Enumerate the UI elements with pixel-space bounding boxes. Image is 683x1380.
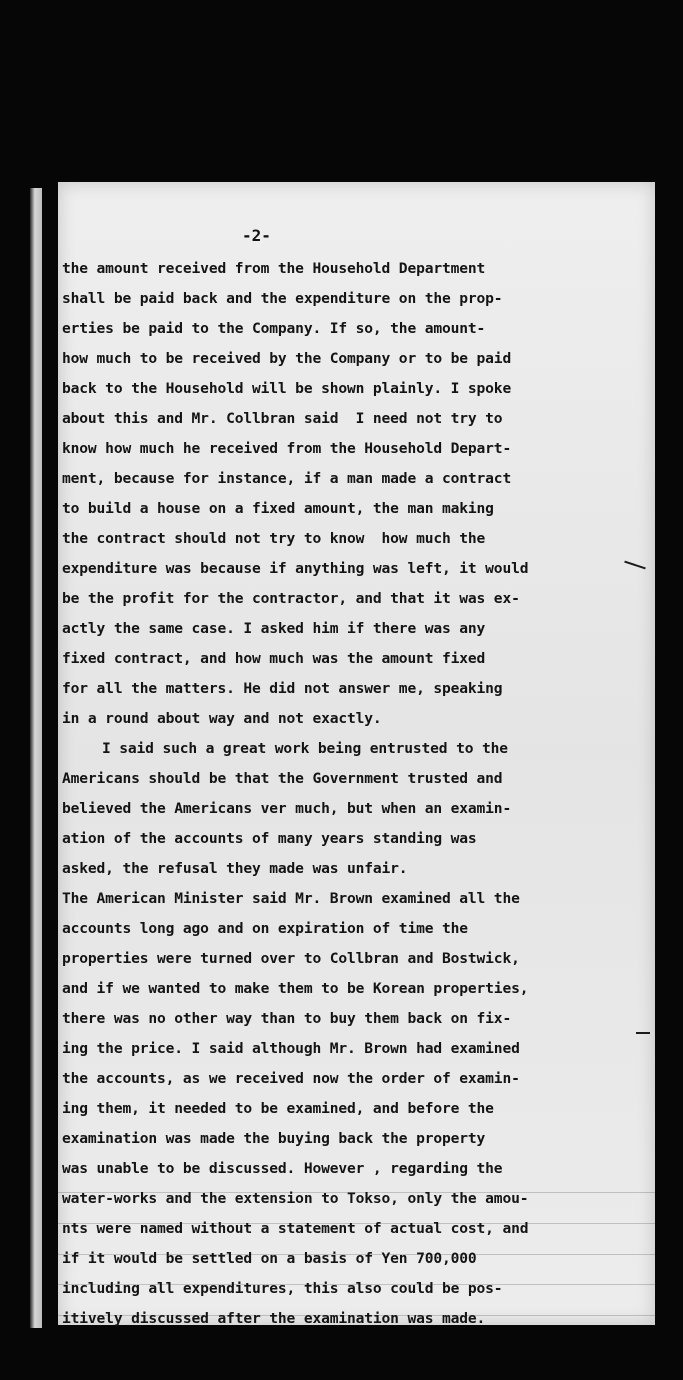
text-line: ation of the accounts of many years standing was xyxy=(62,830,477,847)
text-line: accounts long ago and on expiration of time the xyxy=(62,920,468,937)
text-line: actly the same case. I asked him if there was any xyxy=(62,620,486,637)
text-line: examination was made the buying back the property xyxy=(62,1130,486,1147)
page-number: -2- xyxy=(242,226,271,245)
text-line: properties were turned over to Collbran and Bostwick, xyxy=(62,950,520,967)
text-line: water-works and the extension to Tokso, only the amou- xyxy=(62,1190,529,1207)
document-page xyxy=(58,182,655,1325)
text-line: was unable to be discussed. However , regarding the xyxy=(62,1160,503,1177)
text-line: Americans should be that the Government trusted and xyxy=(62,770,503,787)
text-line: the contract should not try to know how much the xyxy=(62,530,486,547)
text-line: there was no other way than to buy them back on fix- xyxy=(62,1010,512,1027)
text-line: for all the matters. He did not answer me, speaking xyxy=(62,680,503,697)
text-line: and if we wanted to make them to be Korean properties, xyxy=(62,980,529,997)
text-line: itively discussed after the examination was made. xyxy=(62,1310,486,1327)
text-line: the accounts, as we received now the order of examin- xyxy=(62,1070,520,1087)
text-line: be the profit for the contractor, and that it was ex- xyxy=(62,590,520,607)
text-line: ment, because for instance, if a man made a contract xyxy=(62,470,512,487)
text-line: to build a house on a fixed amount, the man making xyxy=(62,500,494,517)
text-line: ing the price. I said although Mr. Brown had examined xyxy=(62,1040,520,1057)
text-line: The American Minister said Mr. Brown examined all the xyxy=(62,890,520,907)
text-line: erties be paid to the Company. If so, the amount- xyxy=(62,320,486,337)
text-line: expenditure was because if anything was left, it would xyxy=(62,560,529,577)
text-line: believed the Americans ver much, but when an examin- xyxy=(62,800,512,817)
text-line: ing them, it needed to be examined, and before the xyxy=(62,1100,494,1117)
text-line: back to the Household will be shown plainly. I spoke xyxy=(62,380,512,397)
text-line: shall be paid back and the expenditure on the prop- xyxy=(62,290,503,307)
text-line: nts were named without a statement of actual cost, and xyxy=(62,1220,529,1237)
text-line: asked, the refusal they made was unfair. xyxy=(62,860,408,877)
text-line: I said such a great work being entrusted to the xyxy=(102,740,508,757)
text-line: fixed contract, and how much was the amount fixed xyxy=(62,650,486,667)
text-line: about this and Mr. Collbran said I need not try to xyxy=(62,410,503,427)
text-line: in a round about way and not exactly. xyxy=(62,710,382,727)
adjacent-page-edge xyxy=(30,188,42,1328)
text-line: if it would be settled on a basis of Yen 700,000 xyxy=(62,1250,477,1267)
typed-text-body xyxy=(62,254,649,1334)
margin-mark xyxy=(636,1032,650,1034)
text-line: including all expenditures, this also could be pos- xyxy=(62,1280,503,1297)
text-line: know how much he received from the Household Depart- xyxy=(62,440,512,457)
text-line: how much to be received by the Company or to be paid xyxy=(62,350,512,367)
text-line: the amount received from the Household Department xyxy=(62,260,486,277)
